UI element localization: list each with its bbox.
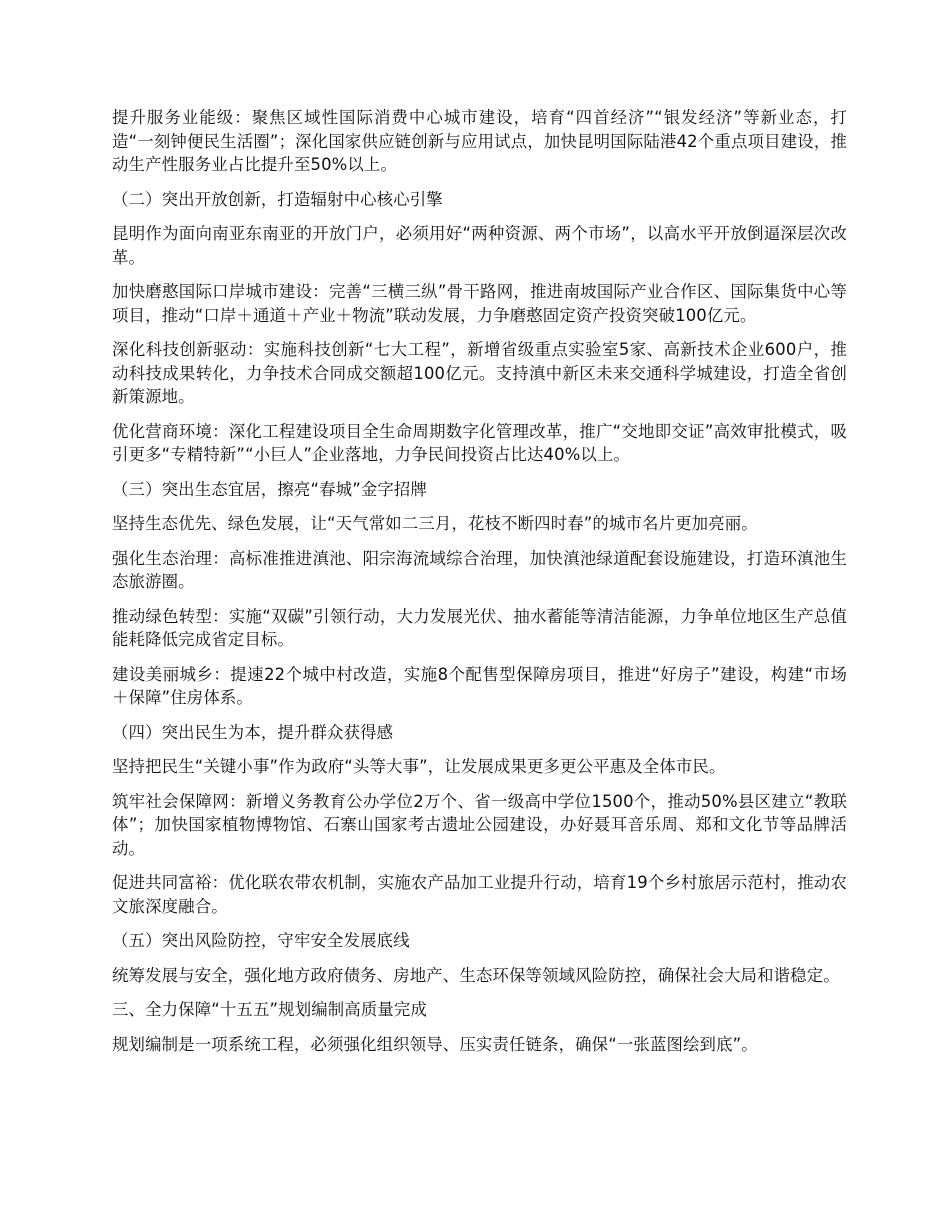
section-heading-risk-control: （五）突出风险防控，守牢安全发展底线 [112, 931, 410, 950]
paragraph-livelihood-priority: 坚持把民生“关键小事”作为政府“头等大事”，让发展成果更多更公平惠及全体市民。 [112, 757, 726, 776]
paragraph-planning-system: 规划编制是一项系统工程，必须强化组织领导、压实责任链条，确保“一张蓝图绘到底”。 [112, 1034, 758, 1054]
paragraph-green-transition: 推动绿色转型：实施“双碳”引领行动，大力发展光伏、抽水蓄能等清洁能源，力争单位地区生产总值能耗降低完成省定目标。 [112, 606, 847, 649]
paragraph-development-security: 统筹发展与安全，强化地方政府债务、房地产、生态环保等领域风险防控，确保社会大局和谐稳定。 [112, 965, 840, 985]
paragraph-service-upgrade: 提升服务业能级：聚焦区域性国际消费中心城市建设，培育“四首经济”“银发经济”等新业态，打造“一刻钟便民生活圈”；深化国家供应链创新与应用试点，加快昆明国际陆港42个重点项目建设，推动生产性服务业占比提升至50%以上。 [112, 108, 847, 174]
paragraph-common-prosperity: 促进共同富裕：优化联农带农机制，实施农产品加工业提升行动，培育19个乡村旅居示范村，推动农文旅深度融合。 [112, 873, 847, 916]
paragraph-ecology-governance: 强化生态治理：高标准推进滇池、阳宗海流域综合治理，加快滇池绿道配套设施建设，打造环滇池生态旅游圈。 [112, 548, 847, 591]
paragraph-beautiful-city: 建设美丽城乡：提速22个城中村改造，实施8个配售型保障房项目，推进“好房子”建设，构建“市场＋保障”住房体系。 [112, 664, 847, 707]
section-heading-planning: 三、全力保障“十五五”规划编制高质量完成 [112, 1000, 428, 1019]
section-heading-ecology: （三）突出生态宜居，擦亮“春城”金字招牌 [112, 479, 428, 499]
paragraph-open-gateway: 昆明作为面向南亚东南亚的开放门户，必须用好“两种资源、两个市场”，以高水平开放倒逼深层次改革。 [112, 224, 847, 267]
section-heading-livelihood: （四）突出民生为本，提升群众获得感 [112, 722, 394, 742]
paragraph-business-environment: 优化营商环境：深化工程建设项目全生命周期数字化管理改革，推广“交地即交证”高效审批模式，吸引更多“专精特新”“小巨人”企业落地，力争民间投资占比达40%以上。 [112, 421, 847, 464]
paragraph-ecology-first: 坚持生态优先、绿色发展，让“天气常如二三月，花枝不断四时春”的城市名片更加亮丽。 [112, 514, 758, 533]
document-page [112, 106, 847, 1067]
section-heading-opening-innovation: （二）突出开放创新，打造辐射中心核心引擎 [112, 189, 443, 209]
paragraph-social-security: 筑牢社会保障网：新增义务教育公办学位2万个、省一级高中学位1500个，推动50%县区建立“教联体”；加快国家植物博物馆、石寨山国家考古遗址公园建设，办好聂耳音乐周、郑和文化节等品牌活动。 [112, 791, 847, 858]
paragraph-tech-innovation: 深化科技创新驱动：实施科技创新“七大工程”，新增省级重点实验室5家、高新技术企业600户，推动科技成果转化，力争技术合同成交额超100亿元。支持滇中新区未来交通科学城建设，打造全省创新策源地。 [112, 340, 847, 406]
paragraph-mohan-port-city: 加快磨憨国际口岸城市建设：完善“三横三纵”骨干路网，推进南坡国际产业合作区、国际集货中心等项目，推动“口岸＋通道＋产业＋物流”联动发展，力争磨憨固定资产投资突破100亿元。 [112, 282, 847, 325]
